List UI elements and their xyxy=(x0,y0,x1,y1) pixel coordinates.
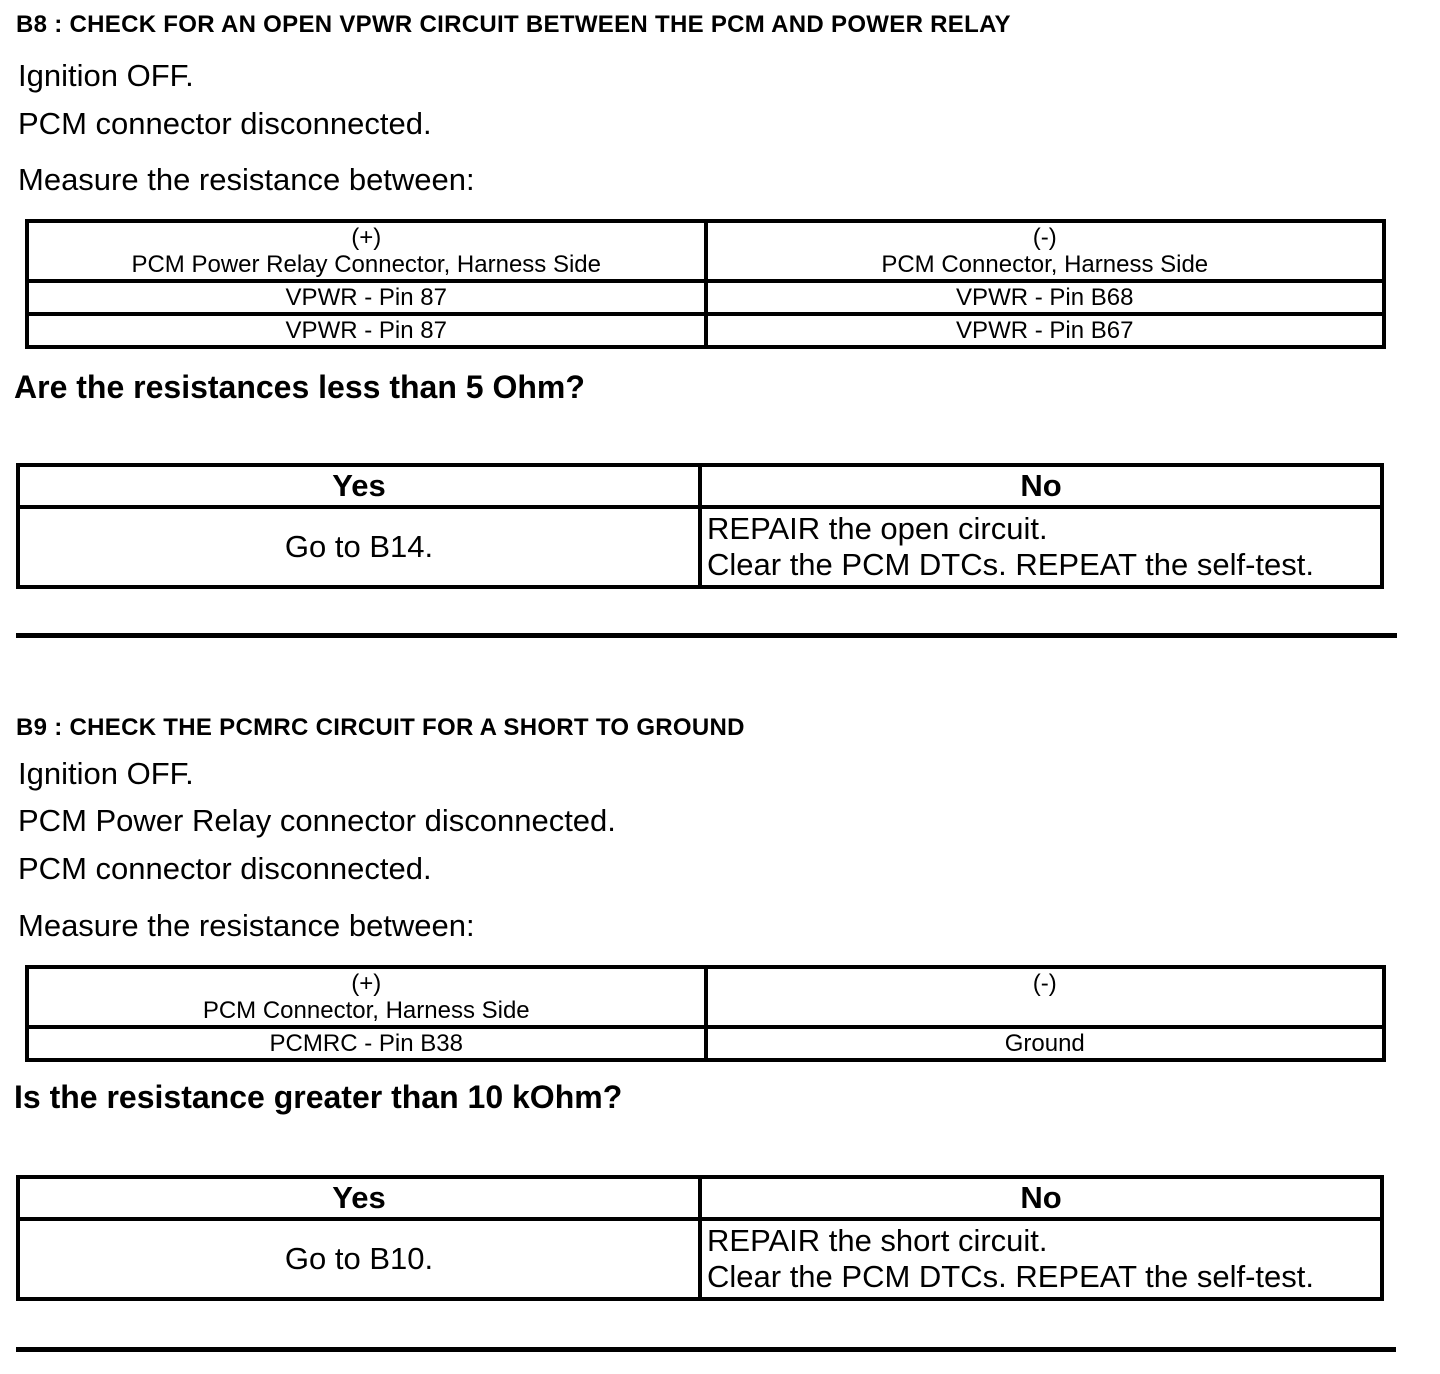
measurement-row xyxy=(27,314,1384,347)
measurement-row xyxy=(27,1027,1384,1060)
polarity-symbol: (+) xyxy=(351,970,382,997)
no-header-cell: No xyxy=(700,1177,1382,1219)
positive-pin-cell: VPWR - Pin 87 xyxy=(27,314,706,347)
condition-line: Ignition OFF. xyxy=(18,58,194,93)
measurement-table xyxy=(25,965,1386,1062)
no-action-line: Clear the PCM DTCs. REPEAT the self-test. xyxy=(707,547,1314,582)
yes-action-cell: Go to B10. xyxy=(18,1219,700,1299)
procedure-step-b8 xyxy=(0,10,1440,638)
negative-pin-cell: VPWR - Pin B67 xyxy=(706,314,1385,347)
negative-pin-cell: Ground xyxy=(706,1027,1385,1060)
no-action-line: REPAIR the open circuit. xyxy=(707,511,1048,546)
polarity-symbol: (+) xyxy=(351,224,382,251)
positive-pin-cell: VPWR - Pin 87 xyxy=(27,281,706,314)
yes-header-cell: Yes xyxy=(18,465,700,507)
decision-question: Is the resistance greater than 10 kOhm? xyxy=(14,1079,623,1115)
decision-table xyxy=(16,1175,1384,1301)
condition-line: PCM connector disconnected. xyxy=(18,851,432,886)
measurement-table xyxy=(25,219,1386,349)
decision-action-row xyxy=(18,1219,1382,1299)
page-bottom-rule xyxy=(16,1347,1396,1352)
connector-label: PCM Power Relay Connector, Harness Side xyxy=(131,251,602,278)
step-heading: B8 : CHECK FOR AN OPEN VPWR CIRCUIT BETWEEN THE PCM AND POWER RELAY xyxy=(16,11,1011,38)
decision-header-row xyxy=(18,1177,1382,1219)
section-divider xyxy=(16,633,1397,638)
condition-line: Ignition OFF. xyxy=(18,756,194,791)
positive-pin-cell: PCMRC - Pin B38 xyxy=(27,1027,706,1060)
negative-header-cell xyxy=(706,967,1385,1027)
positive-header-cell xyxy=(27,221,706,281)
polarity-symbol: (-) xyxy=(1032,224,1057,251)
connector-label: PCM Connector, Harness Side xyxy=(202,997,530,1024)
condition-line: PCM connector disconnected. xyxy=(18,106,432,141)
polarity-symbol: (-) xyxy=(1032,970,1057,997)
connector-label: PCM Connector, Harness Side xyxy=(881,251,1209,278)
measurement-table-header-row xyxy=(27,221,1384,281)
negative-header-cell xyxy=(706,221,1385,281)
no-action-cell xyxy=(700,507,1382,587)
decision-action-row xyxy=(18,507,1382,587)
no-action-line: Clear the PCM DTCs. REPEAT the self-test. xyxy=(707,1259,1314,1294)
procedure-step-b9 xyxy=(0,713,1440,1352)
measurement-table-header-row xyxy=(27,967,1384,1027)
no-action-line: REPAIR the short circuit. xyxy=(707,1223,1048,1258)
measurement-row xyxy=(27,281,1384,314)
no-header-cell: No xyxy=(700,465,1382,507)
decision-question: Are the resistances less than 5 Ohm? xyxy=(14,369,585,405)
no-action-cell xyxy=(700,1219,1382,1299)
condition-line: PCM Power Relay connector disconnected. xyxy=(18,803,616,838)
negative-pin-cell: VPWR - Pin B68 xyxy=(706,281,1385,314)
yes-header-cell: Yes xyxy=(18,1177,700,1219)
decision-table xyxy=(16,463,1384,589)
step-heading: B9 : CHECK THE PCMRC CIRCUIT FOR A SHORT TO GROUND xyxy=(16,714,745,741)
instruction-line: Measure the resistance between: xyxy=(18,908,475,943)
instruction-line: Measure the resistance between: xyxy=(18,162,475,197)
yes-action-cell: Go to B14. xyxy=(18,507,700,587)
positive-header-cell xyxy=(27,967,706,1027)
decision-header-row xyxy=(18,465,1382,507)
